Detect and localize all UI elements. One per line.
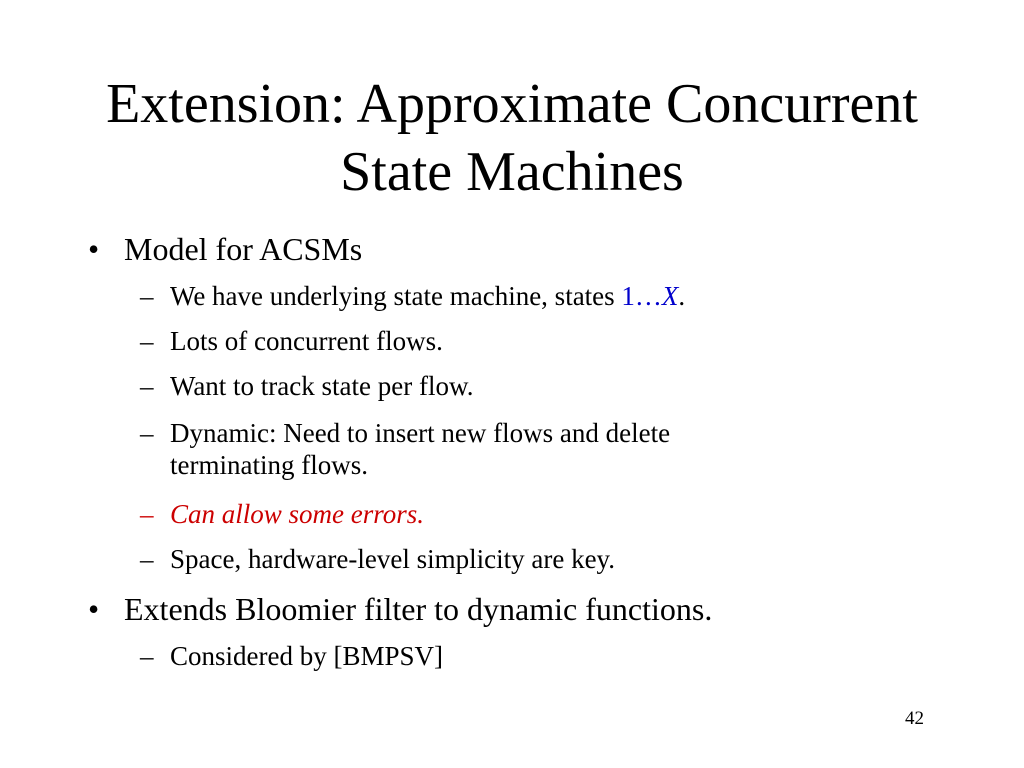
page-number: 42 xyxy=(905,708,924,729)
sub-bullet-text-line-1: Dynamic: Need to insert new flows and delete xyxy=(170,418,671,448)
slide-title-line-1: Extension: Approximate Concurrent xyxy=(106,73,918,135)
dash-marker: – xyxy=(140,641,154,671)
dash-marker: – xyxy=(140,544,154,574)
sub-bullet-text xyxy=(170,417,670,481)
sub-bullet-considered-by xyxy=(0,640,1024,674)
slide-title-line-2: State Machines xyxy=(340,141,684,203)
sub-bullet-text-line-2: terminating flows. xyxy=(170,450,368,480)
sub-bullet-state-machine xyxy=(0,280,1024,314)
sub-bullet-track-state xyxy=(0,370,1024,404)
highlight-variable: X xyxy=(661,281,679,311)
sub-bullet-text: Space, hardware-level simplicity are key. xyxy=(170,544,616,574)
sub-bullet-concurrent-flows xyxy=(0,325,1024,359)
sub-bullet-text: Lots of concurrent flows. xyxy=(170,326,443,356)
sub-bullet-dynamic xyxy=(0,417,1024,485)
bullet-text: Model for ACSMs xyxy=(124,231,363,267)
bullet-bloomier-filter xyxy=(0,590,1024,630)
sub-bullet-allow-errors xyxy=(0,498,1024,532)
sub-bullet-text: Can allow some errors. xyxy=(170,499,425,529)
highlight-number: 1… xyxy=(621,281,662,311)
dash-marker: – xyxy=(140,371,154,401)
sub-bullet-space-simplicity xyxy=(0,543,1024,577)
sub-bullet-text: Want to track state per flow. xyxy=(170,371,474,401)
sub-bullet-text: Considered by [BMPSV] xyxy=(170,641,444,671)
sub-bullet-text xyxy=(170,280,685,312)
dash-marker: – xyxy=(140,326,154,356)
sub-bullet-text-before: We have underlying state machine, states xyxy=(170,281,622,311)
bullet-text: Extends Bloomier filter to dynamic functions. xyxy=(124,591,713,627)
bullet-model-for-acsms xyxy=(0,230,1024,270)
dash-marker: – xyxy=(140,281,154,311)
bullet-marker: • xyxy=(88,231,100,267)
sub-bullet-text-after: . xyxy=(678,281,686,311)
dash-marker: – xyxy=(140,499,154,529)
dash-marker: – xyxy=(140,418,154,448)
bullet-marker: • xyxy=(88,591,100,627)
